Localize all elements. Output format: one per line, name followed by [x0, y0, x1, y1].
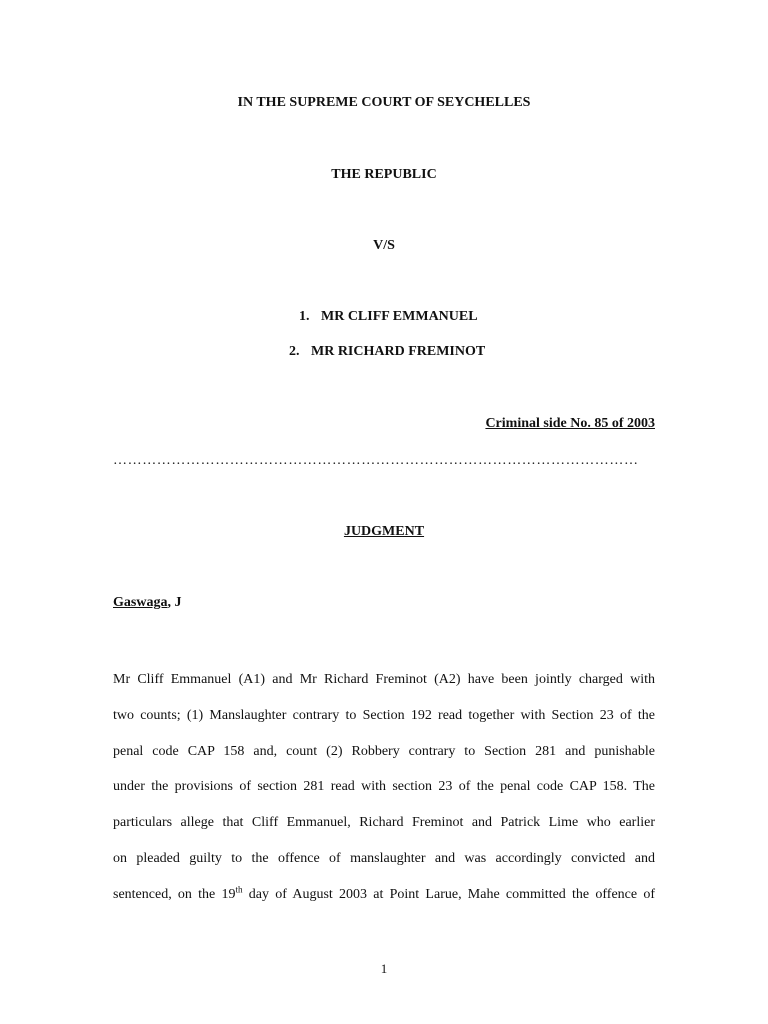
body-line: on pleaded guilty to the offence of manslaughter and was accordingly convicted and [113, 850, 655, 866]
case-number: Criminal side No. 85 of 2003 [485, 416, 655, 431]
body-line-last-end: day of August 2003 at Point Larue, Mahe committed the offence of [242, 886, 655, 902]
judge-surname: Gaswaga [113, 595, 168, 610]
body-line-last-start: sentenced, on the 19 [113, 886, 236, 902]
defendant-name: MR CLIFF EMMANUEL [321, 309, 478, 324]
defendant-name: MR RICHARD FREMINOT [311, 344, 486, 359]
separator-dots: ……………………………………………………………………………………………… [113, 453, 639, 468]
body-line: under the provisions of section 281 read with section 23 of the penal code CAP 158. The [113, 779, 655, 795]
page-number: 1 [380, 961, 388, 976]
defendant-number: 2. [289, 344, 300, 359]
judgment-body [113, 662, 655, 913]
judge-suffix: , J [167, 595, 182, 610]
judge-name [113, 594, 181, 612]
judgment-heading: JUDGMENT [343, 524, 425, 539]
versus-label: V/S [373, 238, 395, 253]
defendant-item [289, 344, 485, 360]
body-line: two counts; (1) Manslaughter contrary to Section 192 read together with Section 23 of the [113, 707, 655, 723]
plaintiff-name: THE REPUBLIC [331, 167, 437, 182]
body-line: Mr Cliff Emmanuel (A1) and Mr Richard Freminot (A2) have been jointly charged with [113, 672, 655, 687]
defendant-item [299, 309, 478, 325]
ordinal-suffix: th [235, 884, 243, 895]
body-line-last [113, 877, 655, 913]
body-line: penal code CAP 158 and, count (2) Robbery contrary to Section 281 and punishable [113, 743, 655, 759]
court-title: IN THE SUPREME COURT OF SEYCHELLES [237, 95, 531, 110]
defendant-number: 1. [299, 309, 310, 324]
body-line: particulars allege that Cliff Emmanuel, Richard Freminot and Patrick Lime who earlier [113, 815, 655, 831]
